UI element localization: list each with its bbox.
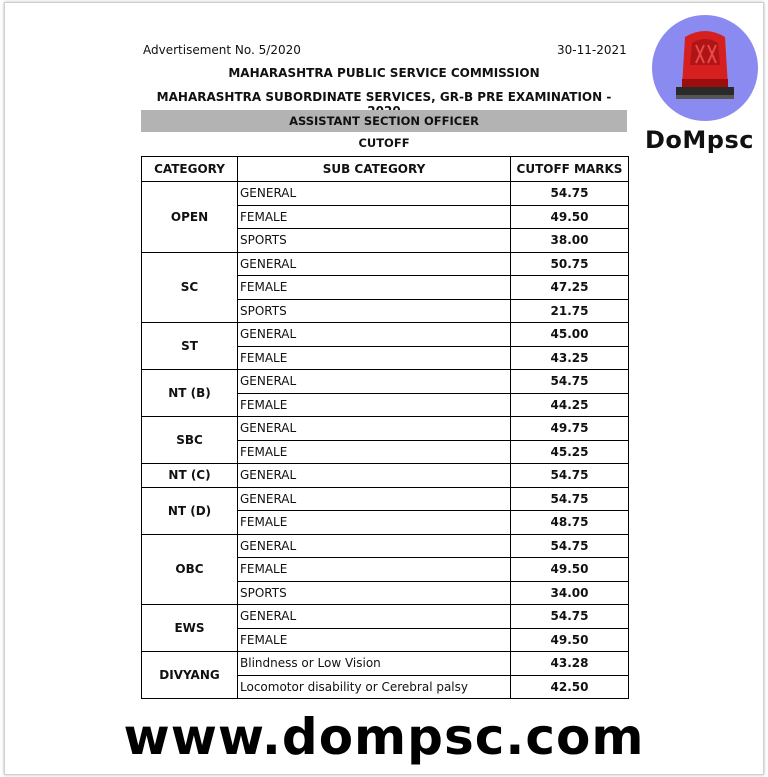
- cutoff-table: [141, 156, 629, 699]
- brand-name: DoMpsc: [645, 126, 754, 154]
- advertisement-number: Advertisement No. 5/2020: [143, 43, 301, 57]
- table-row: [142, 534, 629, 558]
- document-date: 30-11-2021: [557, 43, 627, 57]
- post-title-bar: ASSISTANT SECTION OFFICER: [141, 110, 627, 132]
- category-cell: NT (B): [142, 370, 238, 417]
- website-url: www.dompsc.com: [123, 708, 645, 766]
- sub-category-cell: GENERAL: [238, 370, 511, 394]
- sub-category-cell: GENERAL: [238, 252, 511, 276]
- header-cutoff-marks: CUTOFF MARKS: [511, 157, 629, 182]
- cutoff-marks-cell: 43.25: [511, 346, 629, 370]
- sub-category-cell: GENERAL: [238, 464, 511, 488]
- sub-category-cell: GENERAL: [238, 182, 511, 206]
- sub-category-cell: FEMALE: [238, 511, 511, 535]
- sub-category-cell: FEMALE: [238, 393, 511, 417]
- category-cell: OPEN: [142, 182, 238, 253]
- logo-circle: [652, 15, 758, 121]
- header-category: CATEGORY: [142, 157, 238, 182]
- cutoff-marks-cell: 49.50: [511, 628, 629, 652]
- sub-category-cell: SPORTS: [238, 229, 511, 253]
- category-cell: NT (C): [142, 464, 238, 488]
- category-cell: EWS: [142, 605, 238, 652]
- sub-category-cell: FEMALE: [238, 628, 511, 652]
- cutoff-marks-cell: 54.75: [511, 182, 629, 206]
- cutoff-marks-cell: 43.28: [511, 652, 629, 676]
- table-row: [142, 487, 629, 511]
- cutoff-marks-cell: 54.75: [511, 487, 629, 511]
- cutoff-subtitle: CUTOFF: [358, 136, 410, 150]
- cutoff-marks-cell: 49.75: [511, 417, 629, 441]
- cutoff-marks-cell: 42.50: [511, 675, 629, 699]
- sub-category-cell: GENERAL: [238, 487, 511, 511]
- sub-category-cell: FEMALE: [238, 276, 511, 300]
- cutoff-marks-cell: 48.75: [511, 511, 629, 535]
- sub-category-cell: FEMALE: [238, 205, 511, 229]
- table-header-row: [142, 157, 629, 182]
- cutoff-marks-cell: 54.75: [511, 370, 629, 394]
- table-row: [142, 464, 629, 488]
- commission-title: MAHARASHTRA PUBLIC SERVICE COMMISSION: [228, 66, 540, 80]
- sub-category-cell: SPORTS: [238, 299, 511, 323]
- category-cell: SC: [142, 252, 238, 323]
- sub-category-cell: FEMALE: [238, 558, 511, 582]
- category-cell: SBC: [142, 417, 238, 464]
- table-row: [142, 323, 629, 347]
- cutoff-marks-cell: 50.75: [511, 252, 629, 276]
- cutoff-marks-cell: 47.25: [511, 276, 629, 300]
- sub-category-cell: Locomotor disability or Cerebral palsy: [238, 675, 511, 699]
- cutoff-marks-cell: 38.00: [511, 229, 629, 253]
- cutoff-marks-cell: 21.75: [511, 299, 629, 323]
- sub-category-cell: SPORTS: [238, 581, 511, 605]
- table-row: [142, 370, 629, 394]
- cutoff-marks-cell: 49.50: [511, 558, 629, 582]
- header-sub-category: SUB CATEGORY: [238, 157, 511, 182]
- category-cell: DIVYANG: [142, 652, 238, 699]
- siren-icon: [652, 15, 758, 121]
- sub-category-cell: GENERAL: [238, 323, 511, 347]
- category-cell: NT (D): [142, 487, 238, 534]
- category-cell: OBC: [142, 534, 238, 605]
- cutoff-marks-cell: 45.25: [511, 440, 629, 464]
- table-row: [142, 252, 629, 276]
- cutoff-marks-cell: 49.50: [511, 205, 629, 229]
- cutoff-marks-cell: 44.25: [511, 393, 629, 417]
- sub-category-cell: GENERAL: [238, 534, 511, 558]
- cutoff-marks-cell: 54.75: [511, 534, 629, 558]
- cutoff-marks-cell: 54.75: [511, 464, 629, 488]
- exam-title: MAHARASHTRA SUBORDINATE SERVICES, GR-B PRE EXAMINATION -: [156, 90, 612, 104]
- sub-category-cell: Blindness or Low Vision: [238, 652, 511, 676]
- sub-category-cell: FEMALE: [238, 440, 511, 464]
- cutoff-marks-cell: 45.00: [511, 323, 629, 347]
- table-row: [142, 417, 629, 441]
- table-body: [142, 182, 629, 699]
- cutoff-marks-cell: 54.75: [511, 605, 629, 629]
- table-row: [142, 652, 629, 676]
- cutoff-marks-cell: 34.00: [511, 581, 629, 605]
- sub-category-cell: GENERAL: [238, 417, 511, 441]
- table-row: [142, 605, 629, 629]
- sub-category-cell: GENERAL: [238, 605, 511, 629]
- category-cell: ST: [142, 323, 238, 370]
- sub-category-cell: FEMALE: [238, 346, 511, 370]
- table-row: [142, 182, 629, 206]
